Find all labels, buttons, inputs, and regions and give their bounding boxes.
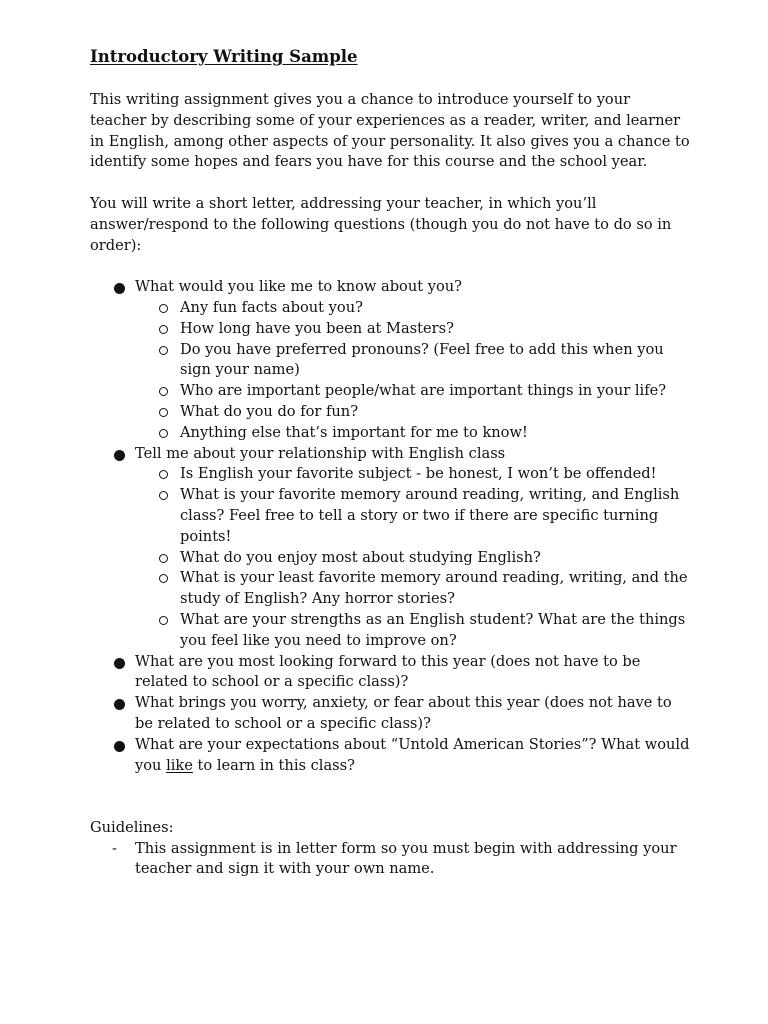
sub-question-item: [135, 319, 690, 340]
sub-question-item: [135, 298, 690, 319]
hollow-bullet-icon: [159, 304, 168, 313]
sub-question-item: [135, 485, 690, 547]
hollow-bullet-icon: [159, 470, 168, 479]
hollow-bullet-icon: [159, 325, 168, 334]
sub-question-text: Who are important people/what are important things in your life?: [180, 382, 667, 400]
hollow-bullet-icon: [159, 429, 168, 438]
question-text: What would you like me to know about you?: [135, 278, 462, 296]
hollow-bullet-icon: [159, 387, 168, 396]
sub-question-item: [135, 568, 690, 610]
underlined-word: like: [166, 756, 193, 774]
hollow-bullet-icon: [159, 491, 168, 500]
dash-bullet: -: [112, 839, 117, 857]
sub-question-text: Anything else that’s important for me to know!: [180, 423, 528, 441]
sub-question-text: Do you have preferred pronouns? (Feel free to add this when you sign your name): [180, 340, 664, 379]
sub-question-text: What is your favorite memory around reading, writing, and English class? Feel free to tell a story or two if there are specific turning points!: [180, 486, 680, 545]
question-text: What are you most looking forward to this year (does not have to be related to school or a specific class)?: [135, 652, 641, 691]
question-text-part: to learn in this class?: [192, 756, 355, 774]
sub-question-list: [135, 298, 690, 444]
sub-question-item: [135, 381, 690, 402]
document-title: Introductory Writing Sample: [90, 47, 358, 66]
guidelines-heading: Guidelines:: [90, 818, 174, 836]
sub-question-list: [135, 464, 690, 651]
filled-bullet-icon: [114, 741, 125, 752]
sub-question-text: What do you enjoy most about studying English?: [180, 548, 541, 566]
hollow-bullet-icon: [159, 616, 168, 625]
sub-question-text: What is your least favorite memory around reading, writing, and the study of English? Any horror stories?: [180, 569, 688, 608]
filled-bullet-icon: [114, 283, 125, 294]
question-item: [90, 693, 690, 735]
sub-question-item: [135, 548, 690, 569]
sub-question-text: What do you do for fun?: [180, 402, 359, 420]
guideline-text: This assignment is in letter form so you must begin with addressing your teacher and sign it with your own name.: [135, 839, 677, 878]
question-item: [90, 735, 690, 777]
letter-instructions-paragraph: You will write a short letter, addressing your teacher, in which you’ll answer/respond to the following questions (though you do not have to do so in order):: [90, 194, 672, 254]
hollow-bullet-icon: [159, 346, 168, 355]
question-text-part: What are your expectations about “Untold American Stories”? What would you: [135, 735, 690, 774]
guidelines-list: [90, 839, 690, 881]
hollow-bullet-icon: [159, 554, 168, 563]
sub-question-text: How long have you been at Masters?: [180, 319, 454, 337]
sub-question-text: Is English your favorite subject - be honest, I won’t be offended!: [180, 465, 657, 483]
intro-paragraph: This writing assignment gives you a chance to introduce yourself to your teacher by describing some of your experiences as a reader, writer, and learner in English, among other aspects of your personality. It also gives you a chance to identify some hopes and fears you have for this course and the school year.: [90, 91, 690, 171]
document-page: [90, 46, 690, 880]
filled-bullet-icon: [114, 450, 125, 461]
hollow-bullet-icon: [159, 408, 168, 417]
question-item: [90, 652, 690, 694]
question-text: What brings you worry, anxiety, or fear about this year (does not have to be related to school or a specific class)?: [135, 694, 672, 732]
sub-question-text: Any fun facts about you?: [180, 298, 363, 316]
sub-question-item: [135, 464, 690, 485]
sub-question-text: What are your strengths as an English student? What are the things you feel like you need to improve on?: [180, 610, 686, 649]
filled-bullet-icon: [114, 699, 125, 710]
question-item: [90, 277, 690, 443]
question-text: Tell me about your relationship with English class: [135, 444, 506, 462]
question-item: [90, 444, 690, 652]
sub-question-item: [135, 610, 690, 652]
sub-question-item: [135, 340, 690, 382]
question-list: [90, 277, 690, 776]
sub-question-item: [135, 423, 690, 444]
hollow-bullet-icon: [159, 574, 168, 583]
sub-question-item: [135, 402, 690, 423]
guideline-item: [90, 839, 690, 881]
filled-bullet-icon: [114, 658, 125, 669]
